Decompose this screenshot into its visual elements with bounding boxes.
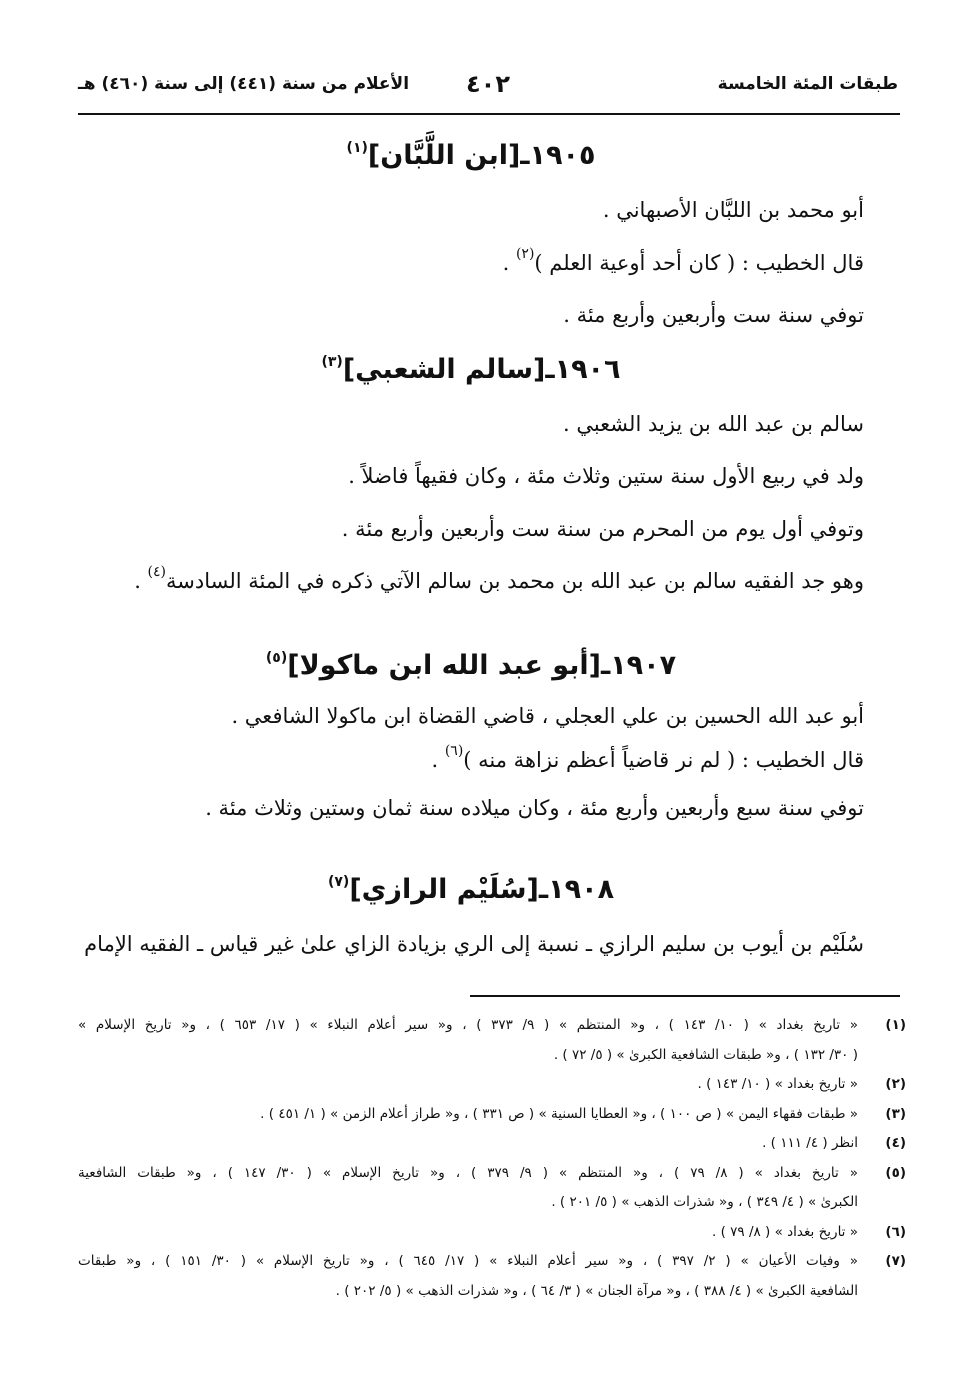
header-divider (78, 113, 900, 115)
footnote-number: (٥) (885, 1164, 906, 1181)
footnote-ref: (١) (346, 140, 368, 156)
text-line: وتوفي أول يوم من المحرم من سنة ست وأربعين وأربع مئة . (341, 516, 864, 541)
footnotes (78, 1011, 906, 1306)
footnote-ref: (٦) (444, 742, 464, 759)
footnote-line: « تاريخ بغداد » ( ١٠/ ١٤٣ ) ، و« المنتظم » ( ٩/ ٣٧٣ ) ، و« سير أعلام النبلاء » ( ١٧/ ٦٥٣ ) ، و« تاريخ الإسلام » (78, 1017, 858, 1033)
entry-title: ١٩٠٦ـ[سالم الشعبي]$^{(٣)}$ (321, 353, 621, 385)
footnote-line: « وفيات الأعيان » ( ٢/ ٣٩٧ ) ، و« سير أعلام النبلاء » ( ١٧/ ٦٤٥ ) ، و« تاريخ الإسلام » ( ٣٠/ ١٥١ ) ، و« طبقات (78, 1253, 858, 1269)
footnote-ref: (٧) (327, 874, 350, 890)
footnote (78, 1070, 906, 1100)
entry-title: ١٩٠٨ـ[سُلَيْم الرازي]$^{(٧)}$ (327, 874, 615, 905)
footnote-line: « تاريخ بغداد » ( ٨/ ٧٩ ) . (712, 1223, 858, 1240)
section-title: طبقات المئة الخامسة (717, 74, 898, 94)
footnote-line: « تاريخ بغداد » ( ١٠/ ١٤٣ ) . (697, 1076, 858, 1092)
entry-title: ١٩٠٧ـ[أبو عبد الله ابن ماكولا]$^{(٥)}$ (265, 649, 677, 681)
footnote-ref: (٣) (321, 353, 343, 370)
main-text (78, 128, 864, 971)
footnote-line: الشافعية الكبرىٰ » ( ٤/ ٣٨٨ ) ، و« مرآة الجنان » ( ٣/ ٦٤ ) ، و« شذرات الذهب » ( ٥/ ٢٠٢ ) . (335, 1282, 858, 1299)
footnote-line: « تاريخ بغداد » ( ٨/ ٧٩ ) ، و« المنتظم » ( ٩/ ٣٧٩ ) ، و« تاريخ الإسلام » ( ٣٠/ ١٤٧ ) ، و« طبقات الشافعية (78, 1164, 858, 1181)
text-line: قال الخطيب : ( كان أحد أوعية العلم )$^{(٢)}$ . (502, 245, 864, 275)
footnote-ref: (٥) (265, 649, 288, 666)
entry-title: ١٩٠٥ـ[ابن اللَّبَّان]$^{(١)}$ (346, 140, 596, 171)
page-number: ٤٠٢ (466, 70, 510, 98)
footnote-number: (٦) (885, 1223, 906, 1240)
footnote (78, 1247, 906, 1306)
entry-1906 (78, 342, 864, 608)
entry-1905 (78, 128, 864, 342)
footnote-line: انظر ( ٤/ ١١١ ) . (762, 1135, 858, 1151)
running-head (78, 70, 898, 106)
footnote (78, 1011, 906, 1070)
footnote-number: (٧) (885, 1253, 906, 1269)
footnote-divider (470, 995, 900, 997)
footnote-number: (٣) (885, 1105, 906, 1122)
footnote-number: (١) (885, 1017, 906, 1033)
entry-1908 (78, 862, 864, 971)
entry-1907 (78, 638, 864, 835)
footnote (78, 1218, 906, 1248)
date-range-title: الأعلام من سنة (٤٤١) إلى سنة (٤٦٠) هـ (78, 74, 410, 94)
footnote-line: ( ٣٠/ ١٣٢ ) ، و« طبقات الشافعية الكبرىٰ » ( ٥/ ٧٢ ) . (553, 1046, 858, 1063)
footnote-number: (٤) (885, 1135, 906, 1151)
text-line: أبو عبد الله الحسين بن علي العجلي ، قاضي القضاة ابن ماكولا الشافعي . (231, 703, 864, 728)
text-line: توفي سنة سبع وأربعين وأربع مئة ، وكان ميلاده سنة ثمان وستين وثلاث مئة . (205, 795, 864, 820)
footnote (78, 1129, 906, 1159)
footnote-ref: (٢) (515, 245, 535, 262)
text-line: سُلَيْم بن أيوب بن سليم الرازي ـ نسبة إلى الري بزيادة الزاي علىٰ غير قياس ـ الفقيه الإمام (84, 932, 864, 956)
footnote-line: الكبرىٰ » ( ٤/ ٣٤٩ ) ، و« شذرات الذهب » ( ٥/ ٢٠١ ) . (551, 1194, 858, 1210)
footnote (78, 1100, 906, 1130)
text-line: ولد في ربيع الأول سنة ستين وثلاث مئة ، وكان فقيهاً فاضلاً . (348, 464, 864, 488)
text-line: توفي سنة ست وأربعين وأربع مئة . (563, 303, 864, 327)
text-line: سالم بن عبد الله بن يزيد الشعبي . (562, 411, 864, 436)
footnote (78, 1159, 906, 1218)
footnote-number: (٢) (885, 1076, 906, 1092)
footnote-line: « طبقات فقهاء اليمن » ( ص ١٠٠ ) ، و« العطايا السنية » ( ص ٣٣١ ) ، و« طراز أعلام الزمن » ( ١/ ٤٥١ ) . (260, 1105, 858, 1122)
footnote-ref: (٤) (147, 564, 167, 580)
text-line: وهو جد الفقيه سالم بن عبد الله بن محمد بن سالم الآتي ذكره في المئة السادسة$^{(٤)}$ . (134, 564, 864, 593)
text-line: أبو محمد بن اللبَّان الأصبهاني . (602, 198, 864, 222)
text-line: قال الخطيب : ( لم نر قاضياً أعظم نزاهة منه )$^{(٦)}$ . (431, 742, 864, 772)
